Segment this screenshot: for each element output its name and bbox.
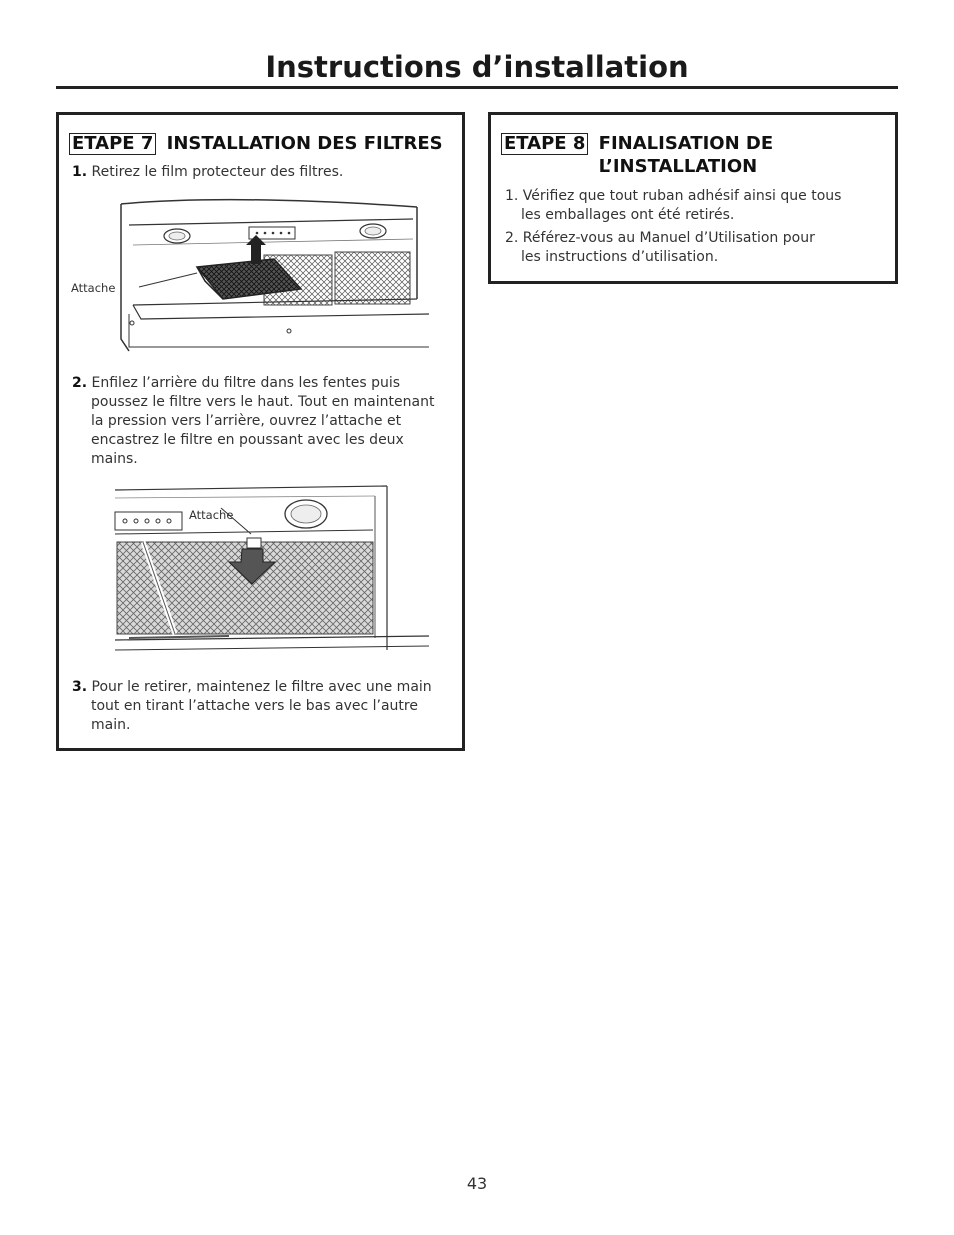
step8-item-2-line-1: 2. Référez-vous au Manuel d’Utilisation pour xyxy=(505,230,815,246)
step8-panel xyxy=(488,112,898,284)
step8-item-2 xyxy=(505,229,890,267)
step7-item-1-text: Retirez le film protecteur des filtres. xyxy=(91,164,344,180)
step8-item-2-line-2: les instructions d’utilisation. xyxy=(521,249,719,265)
page-number: 43 xyxy=(466,1174,488,1193)
figure1-attache-label: Attache xyxy=(71,281,116,295)
page-title: Instructions d’installation xyxy=(265,50,689,84)
range-hood-filter-down-illustration xyxy=(109,484,439,656)
step8-title xyxy=(599,132,774,178)
step7-item-1-num: 1. xyxy=(72,164,88,180)
step7-item-2-line-1: Enfilez l’arrière du filtre dans les fentes puis xyxy=(91,375,401,391)
step7-item-2-line-5: mains. xyxy=(91,451,138,467)
step7-item-1 xyxy=(72,163,452,182)
step8-heading xyxy=(501,132,773,178)
step8-item-1-line-2: les emballages ont été retirés. xyxy=(521,207,735,223)
step8-item-1-line-1: 1. Vérifiez que tout ruban adhésif ainsi que tous xyxy=(505,188,842,204)
step7-item-3-line-2: tout en tirant l’attache vers le bas avec l’autre xyxy=(91,698,418,714)
step7-item-3-line-1: Pour le retirer, maintenez le filtre avec une main xyxy=(91,679,432,695)
range-hood-filter-up-illustration xyxy=(69,189,439,359)
step7-title: INSTALLATION DES FILTRES xyxy=(166,133,443,154)
step8-item-1 xyxy=(505,187,890,225)
filter-remove-illustration xyxy=(109,484,439,656)
step7-item-2 xyxy=(72,374,457,469)
figure2-attache-label: Attache xyxy=(189,508,234,522)
step7-item-3-num: 3. xyxy=(72,679,88,695)
step7-item-2-num: 2. xyxy=(72,375,88,391)
step8-title-line-1: FINALISATION DE xyxy=(598,133,774,154)
step7-item-2-line-2: poussez le filtre vers le haut. Tout en maintenant xyxy=(91,394,435,410)
step8-tag: ETAPE 8 xyxy=(501,133,588,155)
step8-title-line-2: L’INSTALLATION xyxy=(598,156,758,177)
step7-item-2-line-3: la pression vers l’arrière, ouvrez l’attache et xyxy=(91,413,402,429)
step7-item-2-line-4: encastrez le filtre en poussant avec les deux xyxy=(91,432,404,448)
filter-insert-illustration xyxy=(69,189,439,359)
title-divider xyxy=(56,86,898,89)
step7-tag: ETAPE 7 xyxy=(69,133,156,155)
step7-heading xyxy=(69,132,443,155)
step7-item-3 xyxy=(72,678,457,735)
step7-item-3-line-3: main. xyxy=(91,717,131,733)
step7-panel xyxy=(56,112,465,751)
